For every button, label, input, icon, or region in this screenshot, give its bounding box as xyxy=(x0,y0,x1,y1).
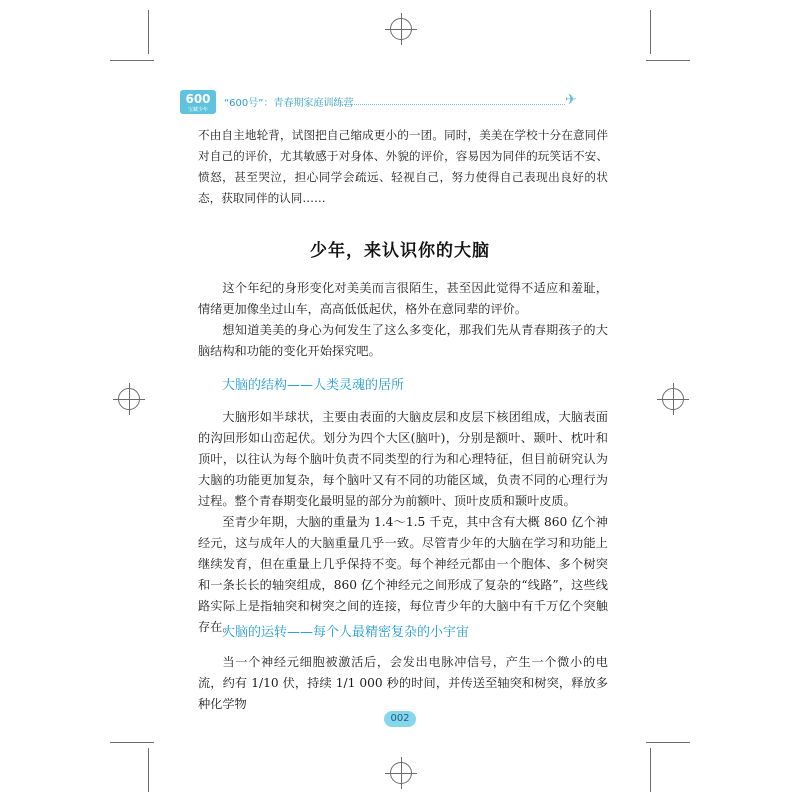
chapter-title: 少年，来认识你的大脑 xyxy=(310,241,490,261)
section-paragraph: 当一个神经元细胞被激活后，会发出电脉冲信号，产生一个微小的电流，约有 1/10 伏，持续 1/1 000 秒的时间，并传送至轴突和树突，释放多种化学物 xyxy=(198,655,608,711)
chapter-intro xyxy=(198,278,608,362)
intro-text xyxy=(198,125,608,209)
registration-mark-left xyxy=(118,388,140,410)
chapter-paragraph: 想知道美美的身心为何发生了这么多变化，那我们先从青春期孩子的大脑结构和功能的变化开始探究吧。 xyxy=(198,323,608,358)
logo-subtext: 宝藏少年 xyxy=(187,107,208,113)
crop-mark xyxy=(110,60,154,61)
registration-mark-right xyxy=(662,388,684,410)
crop-mark xyxy=(148,748,149,792)
crop-mark xyxy=(650,10,651,54)
section-body xyxy=(198,652,608,715)
intro-paragraph: 不由自主地轮背，试图把自己缩成更小的一团。同时，美美在学校十分在意同伴对自己的评价，尤其敏感于对身体、外貌的评价，容易因为同伴的玩笑话不安、愤怒，甚至哭泣，担心同学会疏远、轻视自己，努力使得自己表现出良好的状态，获取同伴的认同…… xyxy=(198,128,608,205)
crop-mark xyxy=(646,60,690,61)
section-paragraph: 至青少年期，大脑的重量为 1.4～1.5 千克，其中含有大概 860 亿个神经元，这与成年人的大脑重量几乎一致。尽管青少年的大脑在学习和功能上继续发育，但在重量上几乎保持不变。每个神经元都由一个胞体、多个树突和一条长长的轴突组成，860 亿个神经元之间形成了复杂的“线路”，这些线路实际上是指轴突和树突之间的连接，每位青少年的大脑中有千万亿个突触存在。 xyxy=(198,515,608,634)
registration-mark-top xyxy=(390,18,412,40)
section-body xyxy=(198,407,608,638)
paper-plane-icon: ✈ xyxy=(565,92,577,108)
section-paragraph: 大脑形如半球状，主要由表面的大脑皮层和皮层下核团组成，大脑表面的沟回形如山峦起伏。划分为四个大区(脑叶)，分别是额叶、颞叶、枕叶和顶叶，以往认为每个脑叶负责不同类型的行为和心理特征，但目前研究认为大脑的功能更加复杂，每个脑叶又有不同的功能区域，负责不同的心理行为过程。整个青春期变化最明显的部分为前额叶、顶叶皮质和颞叶皮质。 xyxy=(198,410,608,508)
crop-mark xyxy=(148,10,149,54)
section-heading: 大脑的运转——每个人最精密复杂的小宇宙 xyxy=(222,625,470,640)
crop-mark xyxy=(110,742,154,743)
page-number: 002 xyxy=(384,711,416,727)
series-title: “600号”：青春期家庭训练营 xyxy=(224,98,354,109)
chapter-paragraph: 这个年纪的身形变化对美美而言很陌生，甚至因此觉得不适应和羞耻，情绪更加像坐过山车，高高低低起伏，格外在意同辈的评价。 xyxy=(198,281,608,316)
crop-mark xyxy=(650,748,651,792)
registration-mark-bottom xyxy=(390,762,412,784)
section-heading: 大脑的结构——人类灵魂的居所 xyxy=(222,378,405,393)
running-header xyxy=(180,88,600,118)
header-dotted-line xyxy=(330,104,565,105)
series-logo xyxy=(180,90,216,114)
logo-number: 600 xyxy=(185,92,211,106)
crop-mark xyxy=(646,742,690,743)
